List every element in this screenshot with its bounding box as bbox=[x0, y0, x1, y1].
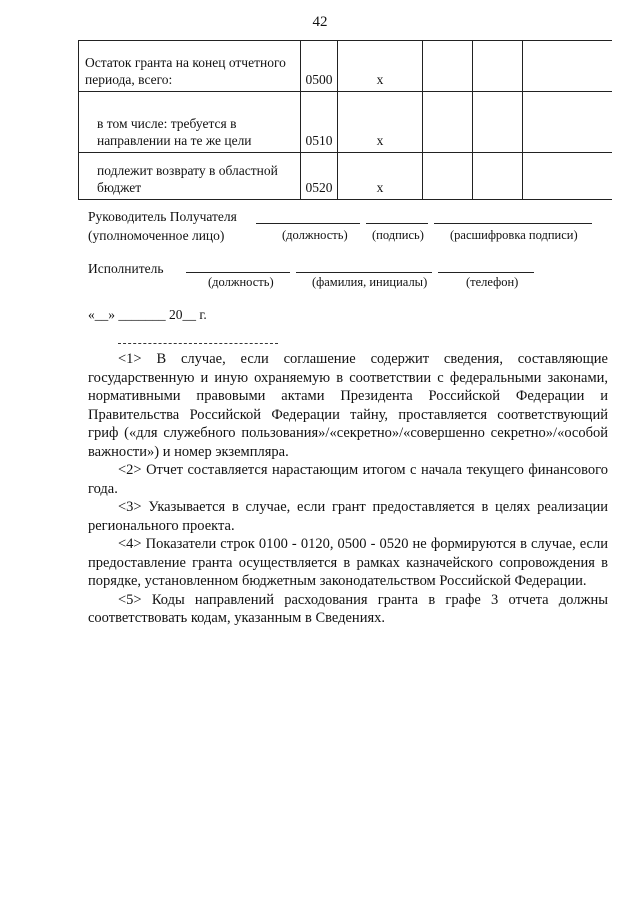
date-line: «__» _______ 20__ г. bbox=[88, 307, 207, 322]
caption-position: (должность) bbox=[282, 228, 348, 242]
row-cell bbox=[423, 153, 473, 200]
footnotes bbox=[88, 350, 608, 628]
caption-full-name: (фамилия, инициалы) bbox=[312, 275, 428, 289]
executor-name-line bbox=[296, 272, 432, 273]
row-cell bbox=[473, 92, 523, 153]
report-table bbox=[78, 40, 612, 200]
head-sublabel: (уполномоченное лицо) bbox=[88, 228, 225, 243]
row-name: в том числе: требуется в направлении на те же цели bbox=[79, 92, 301, 153]
executor-phone-line bbox=[438, 272, 534, 273]
position-line bbox=[256, 223, 360, 224]
caption-signature: (подпись) bbox=[372, 228, 424, 242]
footnote-1: <1> В случае, если соглашение содержит сведения, составляющие государственную и иную охраняемую в соответствии с федеральными законами, нормативными правовыми актами Президента Российской Федерации и Правительства Российской Федерации тайну, проставляется соответствующий гриф («для служебного пользования»/«секретно»/«совершенно секретно»/«особой важности») и номер экземпляра. bbox=[88, 351, 608, 460]
row-code: 0500 bbox=[301, 41, 338, 92]
row-code: 0520 bbox=[301, 153, 338, 200]
caption-phone: (телефон) bbox=[466, 275, 519, 289]
table-row bbox=[79, 153, 613, 200]
executor-label: Исполнитель bbox=[88, 261, 164, 276]
head-label: Руководитель Получателя bbox=[88, 209, 237, 224]
table-row bbox=[79, 92, 613, 153]
footnote-3: <3> Указывается в случае, если грант предоставляется в целях реализации регионального проекта. bbox=[88, 499, 608, 534]
row-cell bbox=[473, 41, 523, 92]
table-row bbox=[79, 41, 613, 92]
row-cell bbox=[523, 92, 613, 153]
page-number: 42 bbox=[312, 14, 328, 30]
row-name: Остаток гранта на конец отчетного периода, всего: bbox=[79, 41, 301, 92]
caption-position: (должность) bbox=[208, 275, 274, 289]
row-value: x bbox=[338, 41, 423, 92]
row-value: x bbox=[338, 153, 423, 200]
row-code: 0510 bbox=[301, 92, 338, 153]
row-cell bbox=[423, 92, 473, 153]
row-cell bbox=[523, 41, 613, 92]
footnote-separator bbox=[118, 343, 278, 344]
executor-position-line bbox=[186, 272, 290, 273]
row-name: подлежит возврату в областной бюджет bbox=[79, 153, 301, 200]
caption-name-decoding: (расшифровка подписи) bbox=[450, 228, 578, 242]
row-cell bbox=[523, 153, 613, 200]
row-cell bbox=[473, 153, 523, 200]
signature-line bbox=[366, 223, 428, 224]
footnote-2: <2> Отчет составляется нарастающим итогом с начала текущего финансового года. bbox=[88, 462, 608, 497]
name-decoding-line bbox=[434, 223, 592, 224]
footnote-4: <4> Показатели строк 0100 - 0120, 0500 - 0520 не формируются в случае, если предоставление гранта осуществляется в рамках казначейского сопровождения в порядке, установленном бюджетным законодательством Российской Федерации. bbox=[88, 536, 608, 589]
footnote-5: <5> Коды направлений расходования гранта в графе 3 отчета должны соответствовать кодам, указанным в Сведениях. bbox=[88, 591, 608, 626]
row-cell bbox=[423, 41, 473, 92]
row-value: x bbox=[338, 92, 423, 153]
